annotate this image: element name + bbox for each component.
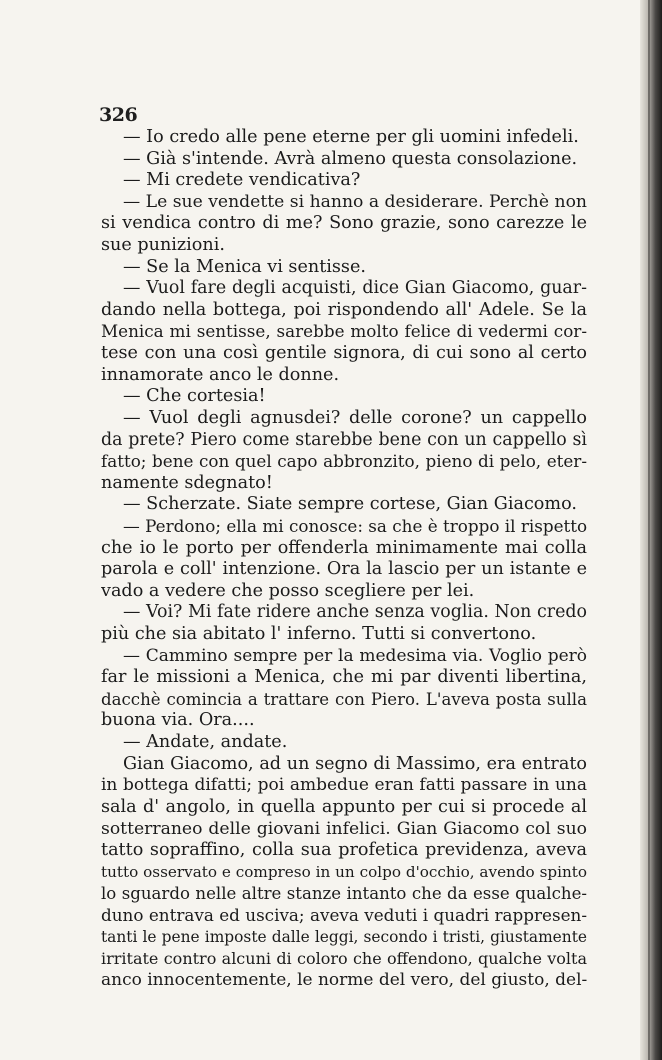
text-line: vado a vedere che posso scegliere per lei. — [101, 580, 475, 601]
text-line: tese con una così gentile signora, di cui sono al certo — [101, 343, 587, 364]
text-line: — Mi credete vendicativa? — [123, 170, 361, 191]
text-line: far le missioni a Menica, che mi par diventi libertina, — [101, 667, 587, 688]
text-line: sala d' angolo, in quella appunto per cui si procede al — [101, 796, 587, 817]
text-line: dando nella bottega, poi rispondendo all' Adele. Se la — [101, 299, 587, 320]
text-line: — Cammino sempre per la medesima via. Voglio però — [123, 645, 587, 666]
text-line: innamorate anco le donne. — [101, 364, 340, 385]
text-line: duno entrava ed usciva; aveva veduti i quadri rappresen- — [101, 904, 587, 925]
text-line: Gian Giacomo, ad un segno di Massimo, era entrato — [123, 753, 587, 774]
text-line: — Perdono; ella mi conosce: sa che è troppo il rispetto — [123, 515, 587, 536]
text-line: — Già s'intende. Avrà almeno questa consolazione. — [123, 148, 578, 169]
text-line: — Vuol degli agnusdei? delle corone? un cappello — [123, 407, 587, 428]
text-line: sotterraneo delle giovani infelici. Gian Giacomo col suo — [101, 818, 587, 839]
text-line: tanti le pene imposte dalle leggi, secondo i tristi, giustamente — [101, 927, 587, 946]
text-line: parola e coll' intenzione. Ora la lascio per un istante e — [101, 559, 587, 580]
text-line: da prete? Piero come starebbe bene con un cappello sì — [101, 429, 587, 450]
text-line: irritate contro alcuni di coloro che offendono, qualche volta — [101, 949, 587, 969]
text-line: Menica mi sentisse, sarebbe molto felice di vedermi cor- — [101, 321, 587, 342]
text-line: — Voi? Mi fate ridere anche senza voglia. Non credo — [123, 602, 587, 623]
page-binding-edge — [640, 0, 662, 1060]
text-line: in bottega difatti; poi ambedue eran fatti passare in una — [101, 775, 587, 796]
text-line: che io le porto per offenderla minimamente mai colla — [101, 537, 587, 558]
text-line: — Andate, andate. — [123, 732, 288, 753]
text-line: lo sguardo nelle altre stanze intanto che da esse qualche- — [101, 884, 587, 904]
text-line: — Io credo alle pene eterne per gli uomini infedeli. — [123, 127, 579, 147]
text-line: anco innocentemente, le norme del vero, del giusto, del- — [101, 969, 587, 990]
body-text — [101, 127, 587, 991]
text-line: — Se la Menica vi sentisse. — [123, 256, 366, 277]
page-number: 326 — [99, 104, 138, 126]
text-line: si vendica contro di me? Sono grazie, sono carezze le — [101, 213, 587, 234]
text-line: più che sia abitato l' inferno. Tutti si convertono. — [101, 624, 537, 645]
text-line: namente sdegnato! — [101, 472, 273, 493]
text-line: — Che cortesia! — [123, 386, 266, 407]
text-line: — Scherzate. Siate sempre cortese, Gian Giacomo. — [123, 494, 577, 515]
text-line: dacchè comincia a trattare con Piero. L'aveva posta sulla — [101, 689, 587, 709]
text-line: buona via. Ora.... — [101, 710, 255, 731]
text-line: fatto; bene con quel capo abbronzito, pieno di pelo, eter- — [101, 451, 587, 472]
text-line: — Vuol fare degli acquisti, dice Gian Giacomo, guar- — [123, 278, 587, 299]
text-line: tutto osservato e compreso in un colpo d'occhio, avendo spinto — [101, 862, 587, 881]
text-line: tatto sopraffino, colla sua profetica previdenza, aveva — [101, 840, 587, 861]
text-line: — Le sue vendette si hanno a desiderare. Perchè non — [123, 191, 587, 212]
text-line: sue punizioni. — [101, 235, 225, 256]
